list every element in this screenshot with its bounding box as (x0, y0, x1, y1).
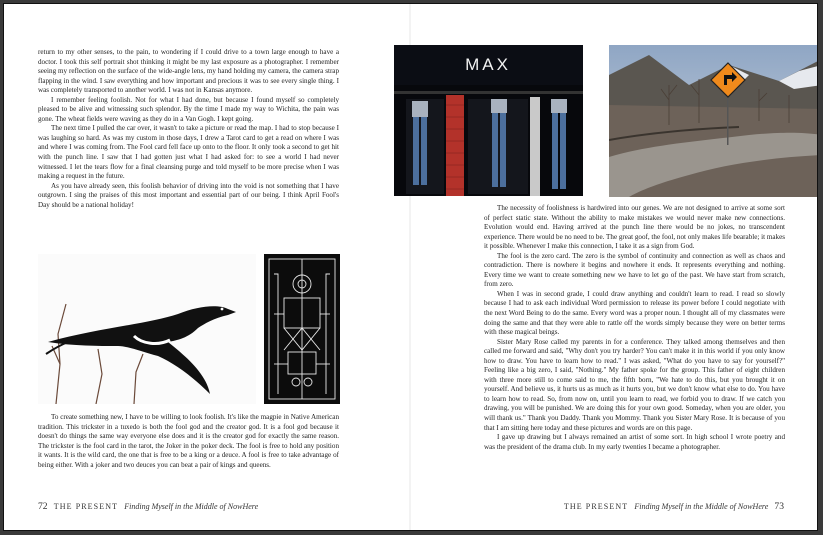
paragraph: The next time I pulled the car over, it wasn't to take a picture or read the map. I had to stop because I was laughing so hard. As was my custom in those days, I drew a Tarot card to get a read on where I was and where I was coming from. The Fool card fell face up onto to the floor. It only took a second to get hit with the punch line. I saw that I had gotten just what I had asked for: to see a world I had never witnessed. I let the tears flow for a final cleansing purge and told myself to be more precise when I was making a request in the future. (38, 124, 339, 181)
fool-tarot-drawing (264, 254, 340, 404)
right-body-text (484, 204, 785, 452)
paragraph: I remember feeling foolish. Not for what I had done, but because I found myself so completely pleased to be alive and witnessing such splendor. By the time I made my way to Wichita, the pain was gone. The wheat fields were waving as they do in a Van Gogh. I kept going. (38, 95, 339, 123)
chapter-subtitle: Finding Myself in the Middle of NowHere (634, 502, 769, 511)
paragraph: Sister Mary Rose called my parents in for a conference. They talked among themselves and then called me forward and said, "Why don't you try harder? You can't make it in this world if you only know how to draw. You have to learn how to read." I was asked, "What do you have to say for yourself?" Feeling like a big zero, I said, "Nothing." My father spoke for the group. This father of eight children with three more still to come said to me, the fifth born, "We hate to do this, but you brought it on yourself. And believe us, it hurts us as much as it hurts you, but we don't know what else to do. You have to learn how to read. So, from now on, until you learn to read, we forbid you to draw. If we catch you drawing, you will be punished. We are doing this for your own good. Someday, when you are older, you will thank us." Thank you Daddy. Thank you Mommy. Thank you Sister Mary Rose. It is because of you that I am sitting here today and these pictures and words are on this page. (484, 337, 785, 432)
left-page (4, 4, 411, 530)
magpie-photo (38, 254, 256, 404)
page-number: 73 (774, 501, 784, 512)
page-number: 72 (38, 501, 48, 512)
paragraph: The fool is the zero card. The zero is the symbol of continuity and connection as well as chaos and contradiction. There is nowhere it begins and nowhere it ends. It represents everything and nothing. Every time we want to create something new we have to let go of the past. We have start from scratch, from zero. (484, 251, 785, 289)
storefront-photo (394, 45, 583, 196)
paragraph: To create something new, I have to be willing to look foolish. It's like the magpie in Native American tradition. This trickster in a tuxedo is both the fool god and the creator god. It is a fool god because it doesn't do things the same way everyone else does and it is the creator god for exactly the same reason. The trickster is the fool card in the tarot, the Joker in the poker deck. The fool is free to hold any position it wants. It is the wild card, the one that is free to be a king or a deuce. A fool is free to take advantage of being either. With a joker and two deuces you can beat a pair of kings and queens. (38, 413, 339, 469)
paragraph: When I was in second grade, I could draw anything and couldn't learn to read. I read so slowly because I had to ask each individual Word permission to release its power before I could negotiate with the next Word Being to do the same. Every word was a proper noun. I thought all of my classmates were doing the same and that they were able to rattle off the words simply because they were on better terms with these magical beings. (484, 289, 785, 337)
left-footer (38, 501, 258, 512)
paragraph: return to my other senses, to the pain, to wondering if I could drive to a town large enough to have a doctor. I took this self portrait shot thinking it might be my last exposure as a photographer. I remember seeing my reflection on the surface of the wide-angle lens, my hand holding my camera, the camera strap flapping in the wind. I saw everything and how important and precious it was to see every single thing. I was completely transported to another world. I was not in Kansas anymore. (38, 48, 339, 95)
paragraph: As you have already seen, this foolish behavior of driving into the void is not something that I have outgrown. I sing the praises of this most important and essential part of our being. I think April Fool's Day should be a national holiday! (38, 181, 339, 209)
paragraph: I gave up drawing but I always remained an artist of some sort. In high school I wrote poetry and was the president of the drama club. In my early twenties I became a photographer. (484, 433, 785, 451)
book-spread (3, 3, 818, 531)
left-top-text (38, 48, 339, 210)
road-sign-photo (609, 45, 818, 197)
left-bottom-text (38, 413, 339, 470)
paragraph: The necessity of foolishness is hardwired into our genes. We are not designed to arrive at some sort of perfect static state. Without the ability to make mistakes we would never make new connections. Evolution would end. Having arrived at the punch line there would be no jokes, no transcendent experience. There would be no need to be. The great goof, the fool, not only makes life bearable; it makes it possible. Whenever I make this connection, I take it as a sign from God. (484, 204, 785, 251)
section-title: THE PRESENT (563, 502, 629, 511)
right-page (411, 4, 818, 530)
chapter-subtitle: Finding Myself in the Middle of NowHere (124, 502, 259, 511)
store-sign-text: MAX (465, 55, 511, 74)
section-title: THE PRESENT (53, 502, 119, 511)
right-footer (560, 501, 784, 512)
